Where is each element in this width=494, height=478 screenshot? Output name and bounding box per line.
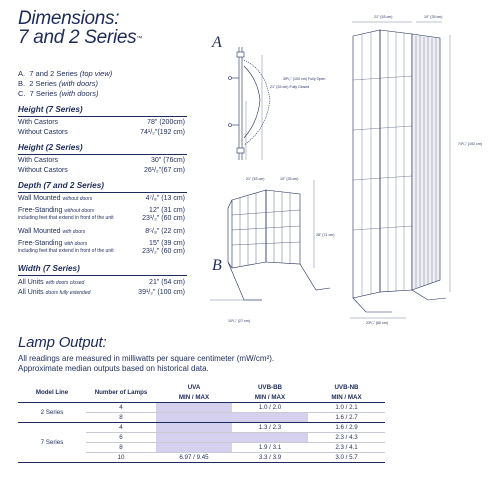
dim-c-height: 74¹/₂" (192 cm)	[458, 142, 483, 146]
spec-row: Without Castors 26¹/₂"(67 cm)	[18, 167, 185, 174]
table-row: 8 1.6 / 2.7	[18, 413, 385, 423]
view-label-b: B	[212, 257, 222, 274]
table-row: 10 6.97 / 9.45 3.3 / 3.9 3.0 / 5.7	[18, 453, 385, 463]
dim-closed: 21" (53 cm) Fully Closed	[270, 85, 310, 89]
spec-row: All Units with doors closed 21" (54 cm)	[18, 279, 185, 286]
dim-b-height: 28" (71 cm)	[316, 233, 335, 237]
col-uvb-bb: UVB-BB	[257, 384, 283, 391]
col-lamps: Number of Lamps	[86, 382, 156, 403]
divider	[18, 275, 187, 276]
table-row: 2 Series 4 1.0 / 2.0 1.0 / 2.1	[18, 403, 385, 413]
spec-row: Wall Mounted without doors 4⁷/₈" (13 cm)	[18, 195, 185, 202]
divider	[18, 116, 187, 117]
two-series-drawing	[210, 180, 330, 300]
table-row: 6 2.3 / 4.3	[18, 433, 385, 443]
dim-c-top-2: 10" (25 cm)	[424, 15, 443, 19]
divider	[18, 154, 187, 155]
table-row: 7 Series 4 1.3 / 2.3 1.6 / 2.9	[18, 423, 385, 433]
dim-c-top-1: 21" (53 cm)	[374, 15, 393, 19]
legend-item-b: B. 2 Series (with doors)	[18, 79, 99, 88]
divider	[18, 192, 187, 193]
lamp-output-title: Lamp Output:	[18, 334, 107, 351]
lamp-output-table	[18, 382, 385, 463]
spec-row: Free-Standing with doors including feet that extend in front of the unit 15" (39 cm) 23¹/₂" (60 cm)	[18, 240, 185, 255]
dim-b-top-1: 21" (53 cm)	[246, 177, 265, 181]
dim-b-base: 10¹/₂" (27 cm)	[228, 319, 251, 323]
spec-row: All Units doors fully extended 39¹/₂" (100 cm)	[18, 289, 185, 296]
title-line-2	[18, 28, 142, 47]
page-title	[18, 9, 142, 47]
col-bb-minmax: MIN / MAX	[232, 393, 308, 403]
lamp-output-note	[18, 354, 358, 374]
note-line-1: All readings are measured in milliwatts per square centimeter (mW/cm²).	[18, 354, 275, 363]
unit-diagrams	[190, 0, 494, 330]
col-uvb-nb: UVB-NB	[334, 384, 359, 391]
table-row: 8 1.9 / 3.1 2.3 / 4.1	[18, 443, 385, 453]
legend-item-a: A. 7 and 2 Series (top view)	[18, 69, 113, 78]
spec-row: Without Castors 74¹/₂"(192 cm)	[18, 129, 185, 136]
spec-row: Free-Standing without doors including feet that extend in front of the unit 12" (31 cm) 23¹/₂" (60 cm)	[18, 207, 185, 222]
spec-row: With Castors 78" (200cm)	[18, 119, 185, 126]
dim-c-base: 23¹/₂" (60 cm)	[366, 321, 389, 325]
section-heading-depth: Depth (7 and 2 Series)	[18, 181, 105, 190]
col-model: Model Line	[18, 382, 86, 403]
note-line-2: Approximate median outputs based on historical data.	[18, 364, 209, 373]
col-uva: UVA	[187, 384, 201, 391]
top-view-drawing	[229, 47, 271, 160]
trademark: ™	[136, 36, 143, 42]
col-uva-minmax: MIN / MAX	[156, 393, 232, 403]
col-nb-minmax: MIN / MAX	[308, 393, 385, 403]
seven-series-drawing	[350, 22, 450, 318]
section-heading-height-2: Height (2 Series)	[18, 143, 83, 152]
view-legend	[18, 69, 112, 99]
spec-row: Wall Mounted with doors 8⁵/₈" (22 cm)	[18, 228, 185, 235]
legend-item-c: C. 7 Series (with doors)	[18, 89, 99, 98]
title-line-1: Dimensions:	[18, 8, 120, 29]
view-label-a: A	[212, 34, 222, 51]
dim-b-top-2: 10" (25 cm)	[280, 177, 299, 181]
spec-row: With Castors 30" (76cm)	[18, 157, 185, 164]
section-heading-height-7: Height (7 Series)	[18, 105, 83, 114]
dim-open: 39¹/₂" (100 cm) Fully Open	[283, 77, 326, 81]
title-series: 7 and 2 Series	[18, 27, 137, 48]
section-heading-width: Width (7 Series)	[18, 264, 80, 273]
